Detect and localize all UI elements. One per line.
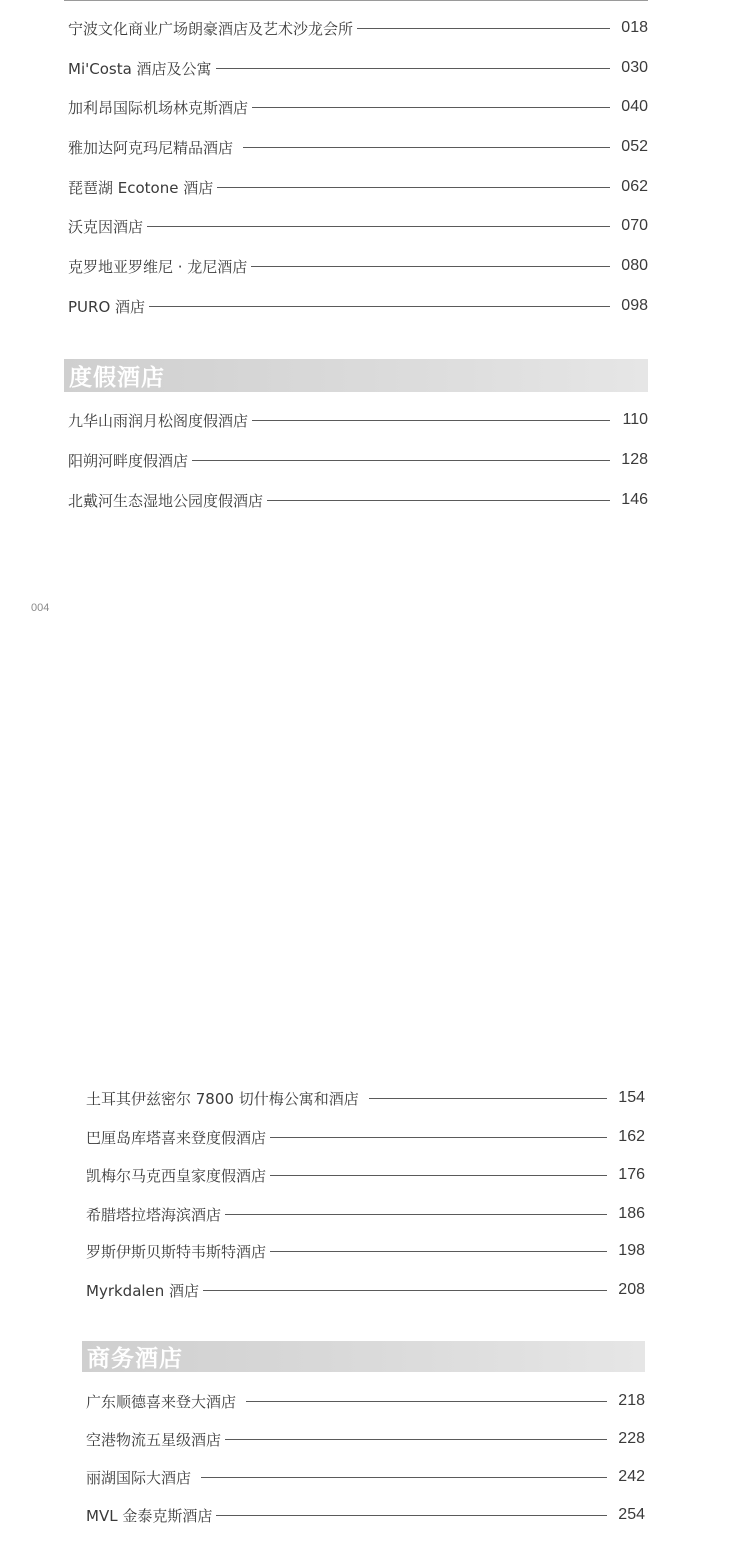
toc-entry-page: 254	[618, 1506, 645, 1523]
toc-leader-line	[225, 1439, 607, 1440]
toc-entry-page: 242	[618, 1468, 645, 1485]
toc-entry-page: 040	[621, 98, 648, 115]
toc-entry-page: 208	[618, 1281, 645, 1298]
toc-entry-page: 070	[621, 217, 648, 234]
toc-entry-title: 罗斯伊斯贝斯特韦斯特酒店	[86, 1242, 267, 1261]
toc-entry-page: 218	[618, 1392, 645, 1409]
toc-entry-page: 018	[621, 19, 648, 36]
toc-entry-title: 土耳其伊兹密尔 7800 切什梅公寓和酒店	[86, 1089, 359, 1108]
toc-entry-title: 丽湖国际大酒店	[86, 1468, 192, 1487]
toc-entry-title: 雅加达阿克玛尼精品酒店	[68, 138, 234, 157]
toc-entry-title: 巴厘岛库塔喜来登度假酒店	[86, 1128, 267, 1147]
toc-entry-page: 062	[621, 178, 648, 195]
toc-entry[interactable]	[86, 1429, 645, 1449]
toc-entry-title: 凯梅尔马克西皇家度假酒店	[86, 1166, 267, 1185]
toc-entry-page: 176	[618, 1166, 645, 1183]
toc-leader-line	[246, 1401, 607, 1402]
toc-entry-title: Mi'Costa 酒店及公寓	[68, 59, 212, 78]
toc-entry-page: 228	[618, 1430, 645, 1447]
toc-entry-page: 052	[621, 138, 648, 155]
toc-entry-title: MVL 金泰克斯酒店	[86, 1506, 213, 1525]
toc-entry-title: 广东顺德喜来登大酒店	[86, 1392, 237, 1411]
toc-entry-title: 琵琶湖 Ecotone 酒店	[68, 178, 214, 197]
toc-entry[interactable]	[86, 1505, 645, 1525]
toc-entry-page: 080	[621, 257, 648, 274]
toc-entry-title: 北戴河生态湿地公园度假酒店	[68, 491, 264, 510]
toc-leader-line	[216, 1515, 607, 1516]
toc-entry-title: 宁波文化商业广场朗豪酒店及艺术沙龙会所	[68, 19, 354, 38]
toc-entry-title: 加利昂国际机场林克斯酒店	[68, 98, 249, 117]
toc-entry-page: 186	[618, 1205, 645, 1222]
toc-entry-page: 098	[621, 297, 648, 314]
toc-leader-line	[201, 1477, 607, 1478]
section-title: 商务酒店	[87, 1346, 183, 1372]
toc-business	[86, 0, 645, 1546]
toc-entry-page: 110	[622, 411, 648, 428]
toc-entry-title: 沃克因酒店	[68, 217, 144, 236]
toc-entry-page: 198	[618, 1242, 645, 1259]
toc-entry-title: 九华山雨润月松阁度假酒店	[68, 411, 249, 430]
section-title: 度假酒店	[69, 365, 165, 391]
toc-entry-title: 空港物流五星级酒店	[86, 1430, 222, 1449]
toc-entry-page: 128	[621, 451, 648, 468]
toc-entry[interactable]	[86, 1467, 645, 1487]
toc-entry-page: 154	[618, 1089, 645, 1106]
toc-entry-page: 030	[621, 59, 648, 76]
toc-entry-page: 146	[621, 491, 648, 508]
toc-entry[interactable]	[86, 1391, 645, 1411]
toc-entry-title: Myrkdalen 酒店	[86, 1281, 200, 1300]
toc-entry-title: PURO 酒店	[68, 297, 146, 316]
page-number: 004	[31, 602, 50, 614]
toc-entry-title: 阳朔河畔度假酒店	[68, 451, 189, 470]
toc-entry-title: 希腊塔拉塔海滨酒店	[86, 1205, 222, 1224]
toc-entry-page: 162	[618, 1128, 645, 1145]
toc-entry-title: 克罗地亚罗维尼 · 龙尼酒店	[68, 257, 248, 276]
